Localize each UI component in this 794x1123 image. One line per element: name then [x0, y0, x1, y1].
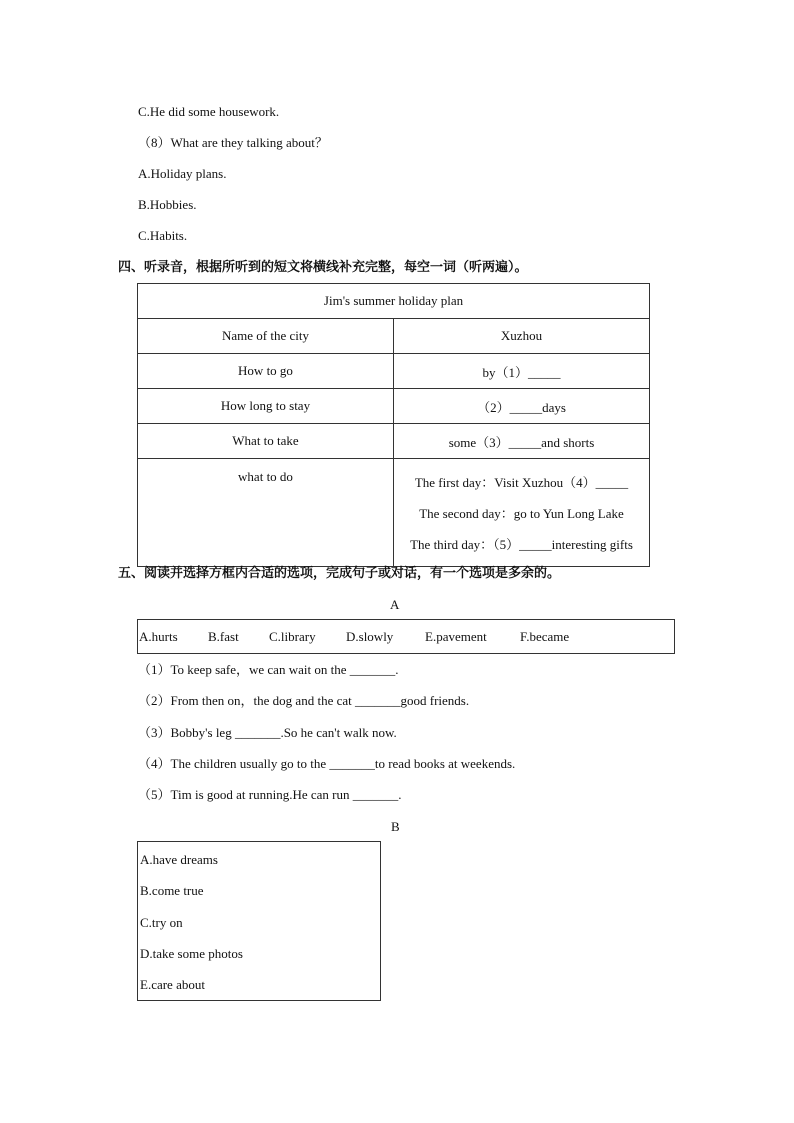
row-label: How long to stay: [138, 389, 394, 424]
section4-heading: 四、听录音，根据所听到的短文将横线补充完整，每空一词（听两遍）。: [118, 260, 528, 275]
todo-values: [394, 459, 650, 567]
row-value: some（3）_____and shorts: [394, 424, 650, 459]
holiday-plan-table: [137, 283, 650, 567]
option-item: B.fast: [208, 629, 239, 644]
option-item: A.hurts: [139, 629, 178, 644]
q8-question: （8）What are they talking about？: [138, 135, 328, 150]
todo-line: The third day：（5）_____interesting gifts: [410, 537, 633, 552]
option-item: C.try on: [140, 915, 183, 930]
q8-option-c: C.Habits.: [138, 228, 188, 243]
option-item: B.come true: [140, 883, 204, 898]
option-item: E.pavement: [425, 629, 487, 644]
option-item: E.care about: [140, 977, 205, 992]
row-label: What to take: [138, 424, 394, 459]
table-row: [138, 354, 650, 389]
part-a-sentence: （1）To keep safe，we can wait on the _______.: [138, 662, 399, 677]
option-item: F.became: [520, 629, 570, 644]
todo-line: The first day：Visit Xuzhou（4）_____: [414, 475, 629, 490]
table-row: [138, 389, 650, 424]
todo-label: what to do: [138, 459, 394, 567]
table-title: Jim's summer holiday plan: [138, 284, 650, 319]
part-b-options-box: [137, 841, 381, 1001]
q8-option-a: A.Holiday plans.: [138, 166, 227, 181]
part-a-options-box: [137, 619, 675, 654]
q8-option-b: B.Hobbies.: [138, 197, 197, 212]
option-item: A.have dreams: [140, 852, 218, 867]
q7-option-c: C.He did some housework.: [138, 104, 280, 119]
row-value: by（1）_____: [394, 354, 650, 389]
row-label: How to go: [138, 354, 394, 389]
option-item: C.library: [269, 629, 316, 644]
row-value: Xuzhou: [394, 319, 650, 354]
table-row: [138, 424, 650, 459]
table-row: [138, 459, 650, 567]
part-a-label: A: [390, 597, 400, 612]
todo-line: The second day：go to Yun Long Lake: [419, 506, 624, 521]
part-a-sentence: （2）From then on，the dog and the cat _______good friends.: [138, 693, 470, 708]
row-value: （2）_____days: [394, 389, 650, 424]
option-item: D.slowly: [346, 629, 394, 644]
part-a-sentence: （5）Tim is good at running.He can run _______.: [138, 787, 402, 802]
option-item: D.take some photos: [140, 946, 243, 961]
part-b-label: B: [391, 819, 400, 834]
part-a-sentence: （4）The children usually go to the _______to read books at weekends.: [138, 756, 516, 771]
row-label: Name of the city: [138, 319, 394, 354]
table-row: [138, 319, 650, 354]
part-a-sentence: （3）Bobby's leg _______.So he can't walk now.: [138, 725, 397, 740]
section5-heading: 五、阅读并选择方框内合适的选项，完成句子或对话，有一个选项是多余的。: [118, 566, 561, 581]
